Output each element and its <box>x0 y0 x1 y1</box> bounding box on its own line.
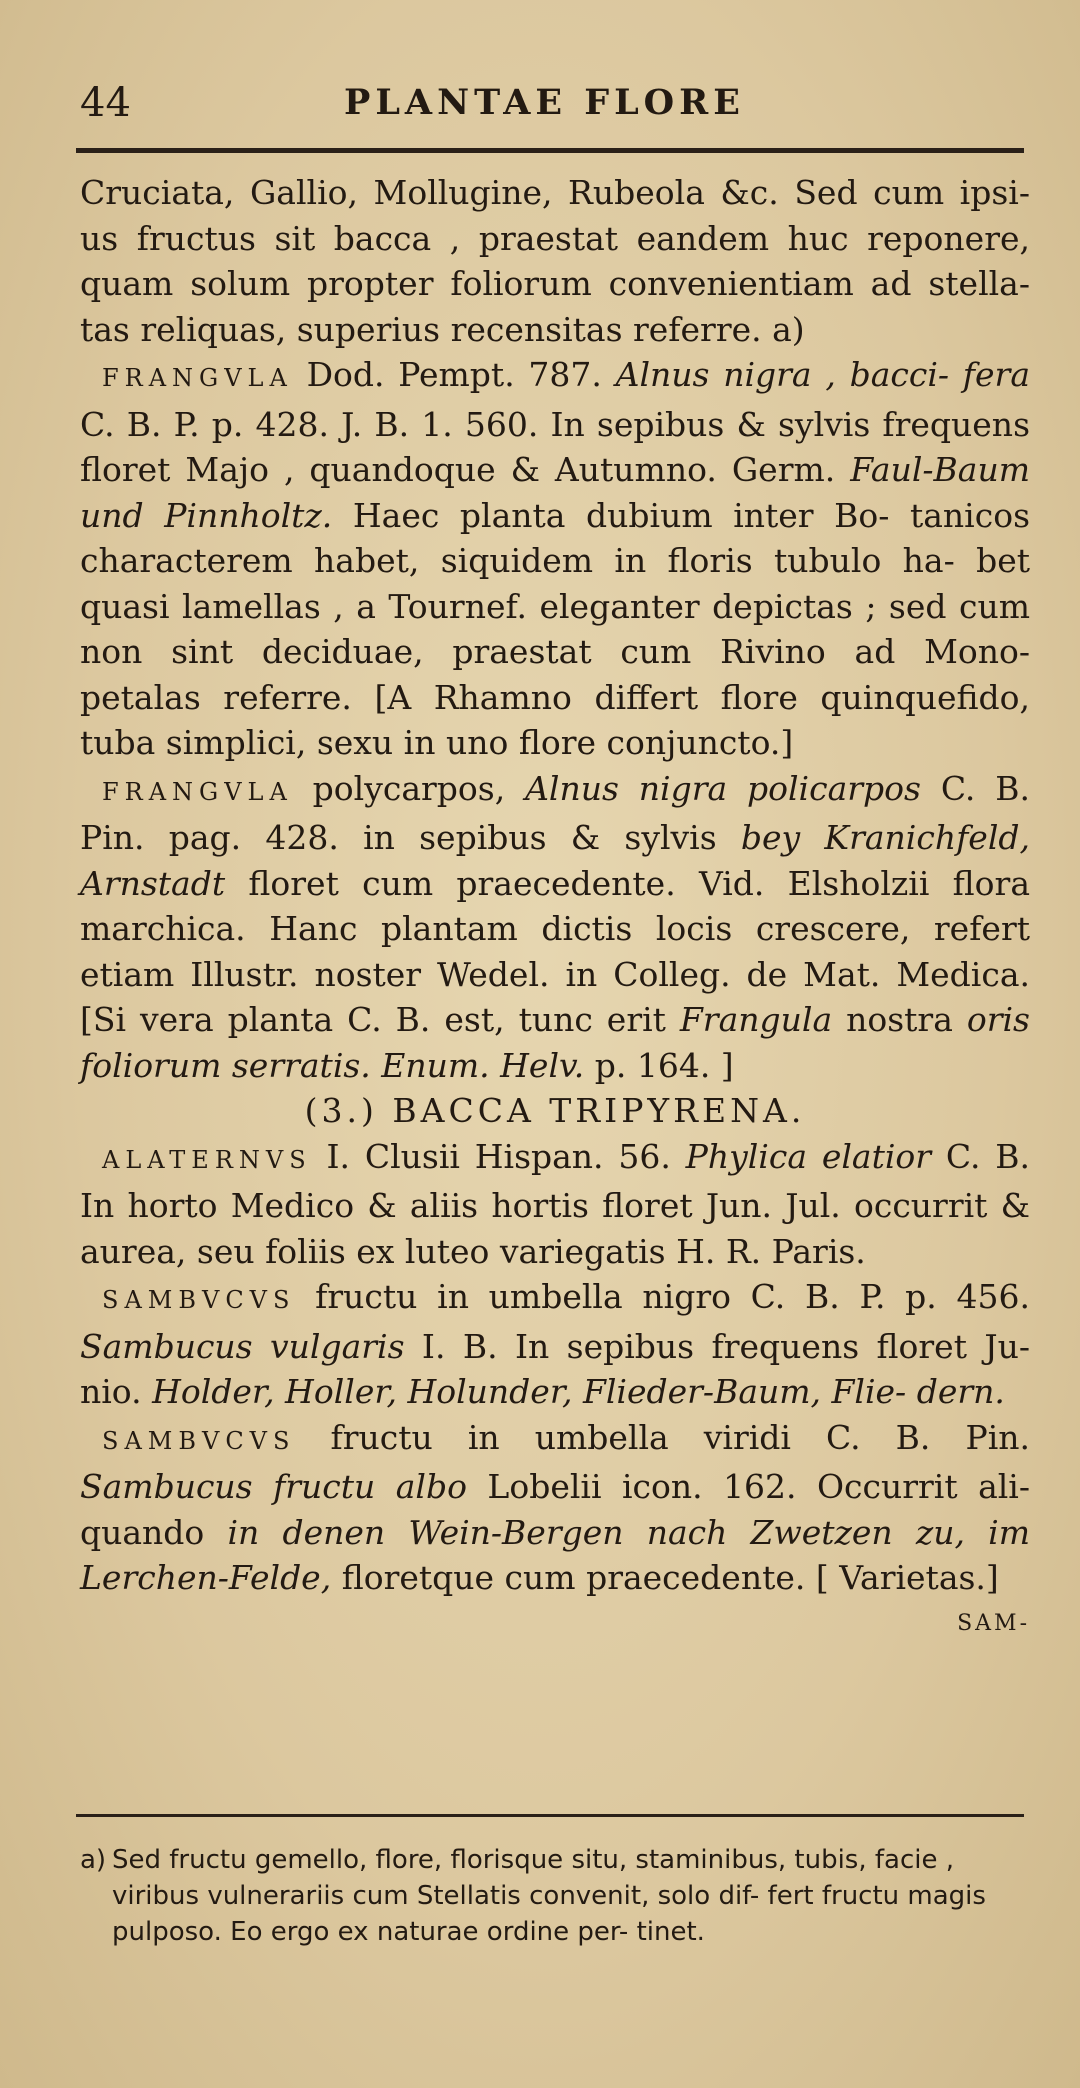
text-run: Lobelii icon. 162. Occurrit ali- quando <box>80 1467 1031 1552</box>
italic-run: Sambucus vulgaris <box>80 1326 405 1366</box>
text-run: floretque cum praecedente. [ Varietas.] <box>331 1558 999 1597</box>
text-run: Dod. Pempt. 787. <box>292 355 616 394</box>
text-run: fructu in umbella nigro C. B. P. p. 456. <box>295 1277 1030 1316</box>
text-run: floret cum praecedente. Vid. Elsholzii flora marchica. Hanc plantam dictis locis crescere, refert etiam Illustr. noster Wedel. in Colleg. de Mat. Medica. [Si vera planta C. B. est, tunc erit <box>80 863 1030 1039</box>
plant-name: SAMBVCVS <box>102 1426 296 1455</box>
catchword: SAM- <box>957 1610 1030 1636</box>
italic-run: Frangula <box>679 1000 833 1039</box>
text-run: Haec planta dubium inter Bo- tanicos characterem habet, siquidem in floris tubulo ha- bet quasi lamellas , a Tournef. eleganter depictas ; sed cum non sint deciduae, praestat cum Rivino ad Mono- petalas referre. [A Rhamno differt flore quinquefido, tuba simplici, sexu in uno flore conjuncto.] <box>80 495 1031 762</box>
text-run: C. B. In horto Medico & aliis hortis floret Jun. Jul. occurrit & aurea, seu foliis ex luteo variegatis H. R. Paris. <box>80 1136 1030 1271</box>
paragraph-sambucus-viridi <box>80 1415 1030 1601</box>
page-header <box>80 80 1030 130</box>
italic-run: Faul-Baum und Pinnholtz. <box>80 450 1030 535</box>
italic-run: Holder, Holler, Holunder, Flieder-Baum, Flie- dern. <box>152 1372 1005 1411</box>
italic-run: Phylica elatior <box>685 1136 932 1176</box>
plant-name: SAMBVCVS <box>102 1286 296 1314</box>
text-run: polycarpos, <box>292 768 526 808</box>
running-head: PLANTAE FLORE <box>344 82 745 123</box>
text-run: I. Clusii Hispan. 56. <box>311 1136 686 1176</box>
italic-run: in denen Wein-Bergen nach Zwetzen zu, im Lerchen-Felde, <box>80 1512 1030 1597</box>
text-run: I. B. In sepibus frequens floret Ju- nio. <box>80 1326 1030 1411</box>
italic-run: Alnus nigra policarpos <box>525 768 921 808</box>
plant-name: FRANGVLA <box>102 364 293 392</box>
text-run: C. B. P. p. 428. J. B. 1. 560. In sepibus & sylvis frequens floret Majo , quandoque & Autumno. Germ. <box>80 404 1030 489</box>
text-run: nostra <box>832 1000 967 1039</box>
text-run: fructu in umbella viridi C. B. Pin. <box>295 1417 1030 1457</box>
footnote-mark: a) <box>80 1845 107 1875</box>
paragraph-alaternus <box>80 1134 1030 1275</box>
footnote <box>80 1842 1030 1950</box>
section-heading: (3.) BACCA TRIPYRENA. <box>304 1091 806 1130</box>
header-rule <box>76 148 1024 153</box>
italic-run: oris foliorum serratis. Enum. Helv. <box>80 1000 1030 1085</box>
paragraph-sambucus-nigro <box>80 1274 1030 1415</box>
plant-name: ALATERNVS <box>102 1145 312 1174</box>
paragraph-frangula <box>80 352 1030 766</box>
paragraph-frangula-polycarpos <box>80 766 1030 1089</box>
italic-run: Sambucus fructu albo <box>80 1467 467 1506</box>
text-run: C. B. Pin. pag. 428. in sepibus & sylvis <box>80 768 1030 857</box>
paragraph-cruciata: Cruciata, Gallio, Mollugine, Rubeola &c. Sed cum ipsi- us fructus sit bacca , praestat eandem huc reponere, quam solum propter foliorum convenientiam ad stella- tas reliquas, superius recensitas referre. a) <box>80 173 1030 349</box>
footnote-rule <box>76 1814 1024 1817</box>
page-number: 44 <box>80 80 131 126</box>
footnote-text: Sed fructu gemello, flore, florisque situ, staminibus, tubis, facie , viribus vulnerariis cum Stellatis convenit, solo dif- fert fructu magis pulposo. Eo ergo ex naturae ordine per- tinet. <box>112 1845 986 1947</box>
text-run: p. 164. ] <box>584 1045 734 1085</box>
plant-name: FRANGVLA <box>102 777 293 806</box>
italic-run: Alnus nigra , bacci- fera <box>615 355 1030 394</box>
main-text <box>80 170 1030 1646</box>
italic-run: bey Kranichfeld, Arnstadt <box>80 818 1030 903</box>
